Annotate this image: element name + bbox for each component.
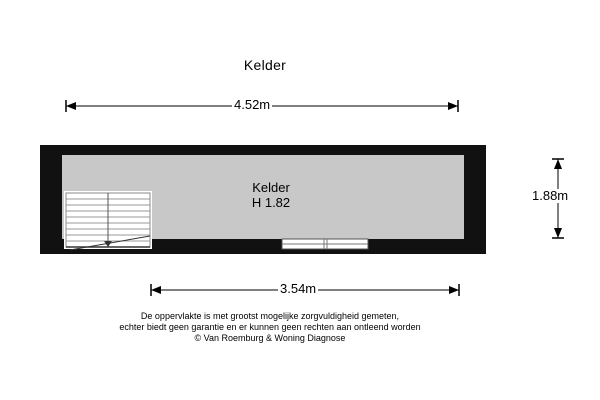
- disclaimer-line-2: echter biedt geen garantie en er kunnen geen rechten aan ontleend worden: [119, 322, 421, 332]
- dimension-right-label: 1.88m: [532, 188, 569, 203]
- room-name: Kelder: [252, 180, 290, 195]
- room-height: H 1.82: [251, 195, 291, 210]
- disclaimer-line-3: © Van Roemburg & Woning Diagnose: [194, 333, 346, 343]
- floor-title: Kelder: [243, 57, 287, 73]
- disclaimer: [40, 311, 500, 344]
- disclaimer-line-1: De oppervlakte is met grootst mogelijke zorgvuldigheid gemeten,: [140, 311, 400, 321]
- staircase: [64, 191, 152, 250]
- dimension-bottom-label: 3.54m: [280, 281, 317, 296]
- dimension-top-label: 4.52m: [234, 97, 271, 112]
- room-label: [231, 180, 311, 210]
- window: [282, 239, 368, 249]
